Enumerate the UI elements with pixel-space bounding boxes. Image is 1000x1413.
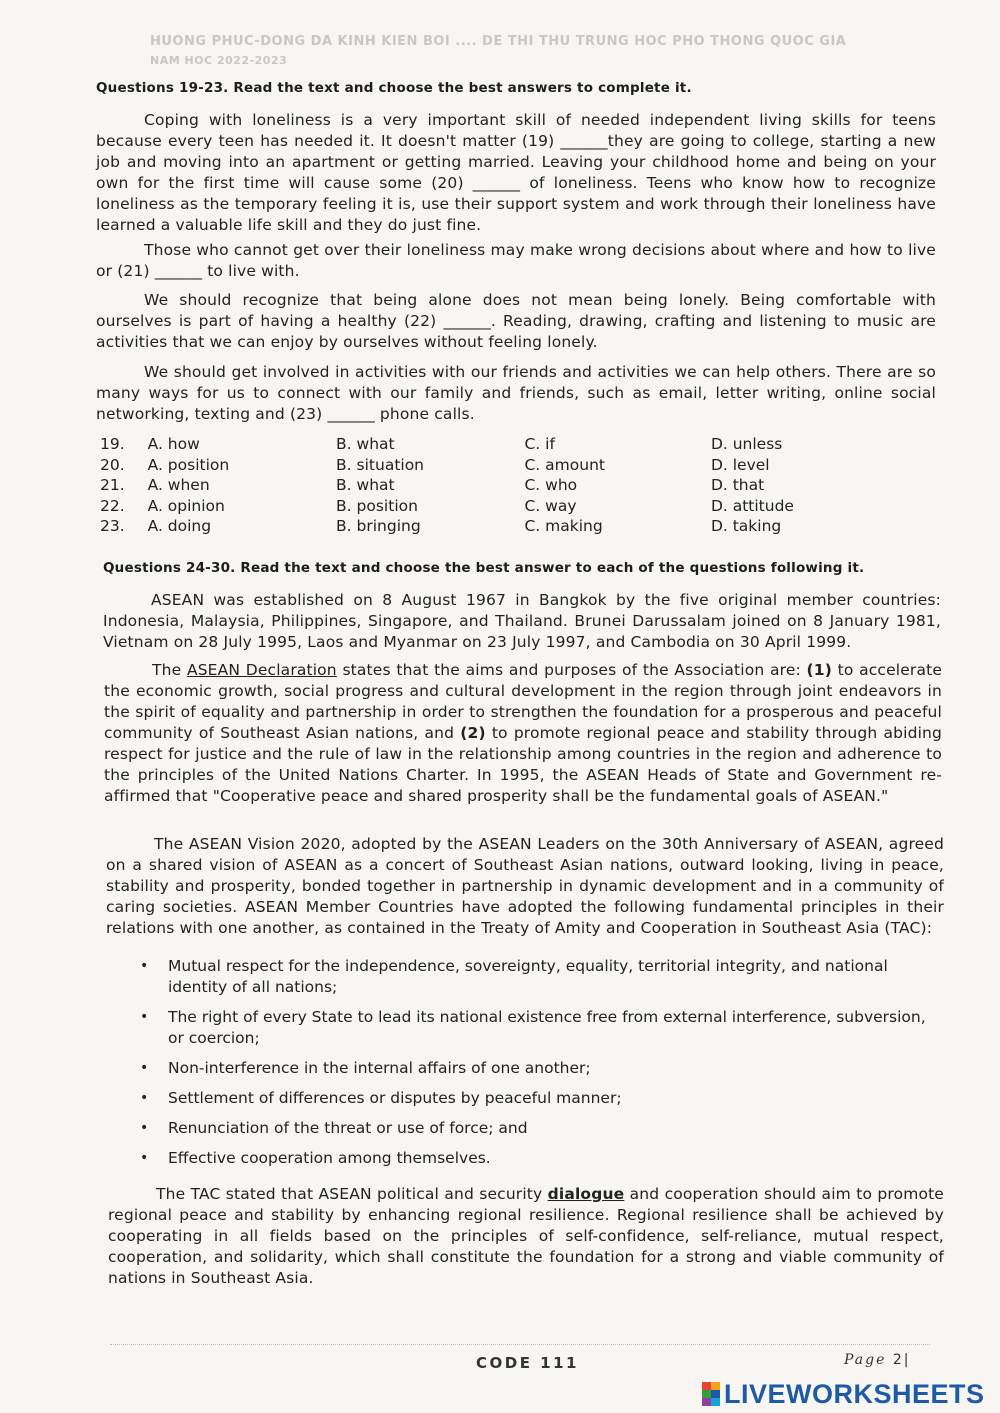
option-row	[100, 516, 820, 537]
list-item: • Settlement of differences or disputes by peaceful manner;	[140, 1088, 946, 1109]
option-a[interactable]: A. position	[147, 455, 230, 474]
aim-marker-1: (1)	[806, 661, 832, 679]
option-b[interactable]: B. position	[336, 496, 418, 515]
question-number: 19.	[100, 435, 125, 453]
section1-paragraph-3-wrap	[96, 290, 936, 353]
logo-square	[711, 1390, 720, 1398]
liveworksheets-logo[interactable]	[702, 1377, 998, 1411]
option-b[interactable]: B. what	[336, 435, 395, 453]
section2-paragraph-4	[108, 1184, 944, 1289]
option-b[interactable]: B. bringing	[336, 517, 421, 535]
option-row	[100, 434, 820, 455]
section2-paragraph-1: ASEAN was established on 8 August 1967 in Bangkok by the five original member countries: Indonesia, Malaysia, Philippines, Singapore, and Thailand. Brunei Darussalam joined on 8 January 1981, Vietnam on 28 July 1995, Laos and Myanmar on 23 July 1997, and Cambodia on 30 April 1999.	[103, 591, 941, 651]
p2-text-mid1: states that the aims and purposes of the Association are:	[336, 661, 807, 679]
section2-paragraph-1-wrap	[103, 590, 941, 653]
option-a[interactable]: A. when	[147, 476, 210, 494]
option-d[interactable]: D. taking	[710, 517, 782, 535]
logo-square	[702, 1398, 711, 1406]
question-number: 23.	[100, 517, 125, 535]
option-d[interactable]: D. unless	[710, 435, 783, 453]
p4-text-end: and cooperation should aim to promote regional peace and stability by enhancing regional resilience. Regional resilience shall be achieved by cooperating in all fields based on the principles of self-confidence, self-reliance, mutual respect, cooperation, and solidarity, which shall constitute the foundation for a strong and viable community of nations in Southeast Asia.	[108, 1185, 944, 1287]
question-number: 22.	[100, 496, 125, 515]
option-a[interactable]: A. opinion	[147, 496, 225, 515]
question-number: 21.	[100, 476, 125, 494]
tac-principles-list	[140, 956, 946, 1178]
option-c[interactable]: C. way	[524, 496, 577, 515]
option-d[interactable]: D. attitude	[710, 496, 794, 515]
p2-text-end: to promote regional peace and stability through abiding respect for justice and the rule of law in the relationship among countries in the region and adherence to the principles of the United Nations Charter. In 1995, the ASEAN Heads of State and Government re-affirmed that "Cooperative peace and shared prosperity shall be the fundamental goals of ASEAN."	[104, 724, 942, 805]
section1-paragraph-2: Those who cannot get over their loneliness may make wrong decisions about where and how to live or (21) ______ to live with.	[96, 241, 936, 280]
list-item: • Mutual respect for the independence, sovereignty, equality, territorial integrity, and national identity of all nations;	[140, 956, 946, 998]
option-row	[100, 496, 820, 517]
section1-paragraph-2-wrap	[96, 240, 936, 282]
section1-paragraph-4-wrap	[96, 362, 936, 425]
section1-paragraph-3: We should recognize that being alone does not mean being lonely. Being comfortable with ourselves is part of having a healthy (22) ______. Reading, drawing, crafting and listening to music are activities that we can enjoy by ourselves without feeling lonely.	[96, 291, 936, 351]
page-num: 2|	[892, 1352, 911, 1368]
footer-divider	[110, 1344, 930, 1345]
exam-code: CODE 111	[476, 1354, 579, 1372]
logo-square	[702, 1390, 711, 1398]
section1-paragraph-4: We should get involved in activities with our friends and activities we can help others. There are so many ways for us to connect with our family and friends, such as email, letter writing, online social networking, texting and (23) ______ phone calls.	[96, 363, 936, 423]
question-number: 20.	[100, 455, 125, 474]
asean-declaration-link: ASEAN Declaration	[186, 661, 337, 679]
answer-options	[100, 434, 820, 537]
option-c[interactable]: C. who	[524, 476, 578, 494]
section2-paragraph-3: The ASEAN Vision 2020, adopted by the ASEAN Leaders on the 30th Anniversary of ASEAN, agreed on a shared vision of ASEAN as a concert of Southeast Asian nations, outward looking, living in peace, stability and prosperity, bonded together in partnership in dynamic development and in a community of caring societies. ASEAN Member Countries have adopted the following fundamental principles in their relations with one another, as contained in the Treaty of Amity and Cooperation in Southeast Asia (TAC):	[106, 835, 944, 937]
option-d[interactable]: D. level	[710, 455, 770, 474]
option-c[interactable]: C. amount	[524, 455, 605, 474]
p4-text-start: The TAC stated that ASEAN political and security	[156, 1185, 548, 1203]
p2-text-mid2: to accelerate the economic growth, social progress and cultural development in the region through joint endeavors in the spirit of equality and partnership in order to strengthen the foundation for a prosperous and peaceful community of Southeast Asian nations, and	[104, 661, 943, 742]
list-item: • Effective cooperation among themselves.	[140, 1148, 946, 1169]
option-b[interactable]: B. what	[336, 476, 395, 494]
section2-paragraph-3-wrap	[106, 834, 944, 939]
option-row	[100, 455, 820, 476]
option-d[interactable]: D. that	[710, 476, 765, 494]
section2-paragraph-2-wrap	[104, 660, 942, 807]
dialogue-keyword: dialogue	[547, 1185, 625, 1203]
section2-paragraph-4-wrap	[108, 1184, 944, 1289]
section2-heading: Questions 24-30. Read the text and choose the best answer to each of the questions following it.	[103, 560, 865, 576]
list-item: • Renunciation of the threat or use of force; and	[140, 1118, 946, 1139]
liveworksheets-logo-icon	[702, 1382, 720, 1406]
logo-text: LIVEWORKSHEETS	[724, 1378, 985, 1409]
faint-header-subline: NAM HOC 2022-2023	[150, 54, 288, 67]
p2-text-start: The	[152, 661, 187, 679]
section1-passage	[96, 110, 936, 236]
logo-square	[702, 1382, 711, 1390]
page-number	[844, 1352, 910, 1368]
option-a[interactable]: A. doing	[147, 517, 212, 535]
option-c[interactable]: C. if	[524, 435, 555, 453]
option-row	[100, 475, 820, 496]
list-item: • The right of every State to lead its national existence free from external interference, subversion, or coercion;	[140, 1007, 946, 1049]
page-label: Page	[844, 1352, 887, 1368]
option-a[interactable]: A. how	[147, 435, 200, 453]
logo-square	[711, 1398, 720, 1406]
option-c[interactable]: C. making	[524, 517, 603, 535]
section1-paragraph-1: Coping with loneliness is a very important skill of needed independent living skills for teens because every teen has needed it. It doesn't matter (19) ______they are going to college, starting a new job and moving into an apartment or getting married. Leaving your childhood home and being on your own for the first time will cause some (20) ______ of loneliness. Teens who know how to recognize loneliness as the temporary feeling it is, use their support system and work through their loneliness have learned a valuable life skill and they do just fine.	[96, 111, 936, 234]
section2-paragraph-2	[104, 660, 942, 807]
option-b[interactable]: B. situation	[336, 455, 425, 474]
faint-header-line: HUONG PHUC-DONG DA KINH KIEN BOI .... DE THI THU TRUNG HOC PHO THONG QUOC GIA	[150, 34, 847, 49]
aim-marker-2: (2)	[460, 724, 486, 742]
section1-heading: Questions 19-23. Read the text and choose the best answers to complete it.	[96, 80, 692, 96]
logo-square	[711, 1382, 720, 1390]
list-item: • Non-interference in the internal affairs of one another;	[140, 1058, 946, 1079]
